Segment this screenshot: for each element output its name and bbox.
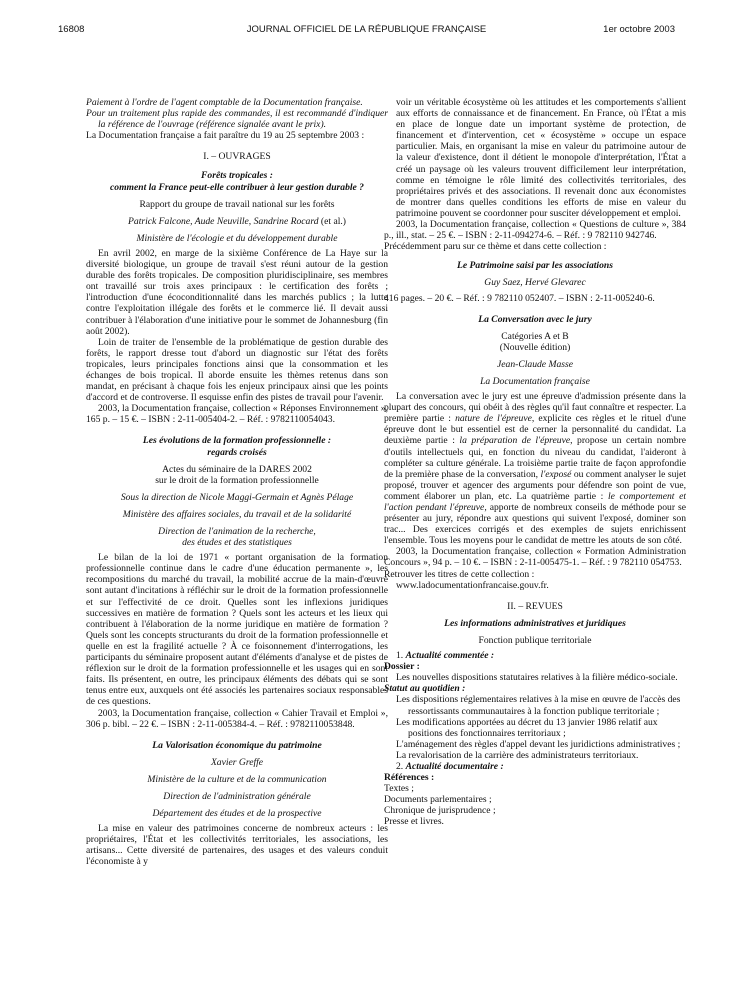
- book1-authors: [86, 216, 388, 227]
- book5-paragraph: [384, 391, 686, 546]
- book5-author: Jean-Claude Masse: [497, 358, 573, 370]
- journal-title: JOURNAL OFFICIEL DE LA RÉPUBLIQUE FRANÇAISE: [246, 24, 487, 35]
- book3-ministry: Ministère de la culture et de la communication: [147, 773, 327, 785]
- book5-publisher: La Documentation française: [480, 375, 590, 387]
- left-column: [86, 97, 388, 868]
- revue-dossier-text: Les nouvelles dispositions statutaires relatives à la filière médico-sociale.: [396, 672, 678, 684]
- publication-intro: La Documentation française a fait paraître du 19 au 25 septembre 2003 :: [86, 130, 365, 142]
- book3-paragraph-start: La mise en valeur des patrimoines concerne de nombreux acteurs : les propriétaires, l'État et les collectivités territoriales, les associations, les artisans... Cette diversité de partenaires, des usages et des valeurs conduit l'économiste à y: [86, 823, 388, 868]
- book4-title: Le Patrimoine saisi par les associations: [457, 260, 613, 272]
- book5-text-f: l'exposé: [540, 468, 572, 480]
- revue-statut-4: La revalorisation de la carrière des administrateurs territoriaux.: [396, 749, 639, 761]
- revue-statut-3: L'aménagement des règles d'appel devant les juridictions administratives ;: [396, 738, 681, 750]
- book5-categories: Catégories A et B: [501, 330, 569, 342]
- book5-text-b: nature de l'épreuve: [455, 413, 532, 425]
- revue-item-1-number: 1.: [396, 650, 406, 662]
- revue-ref-3: Chronique de jurisprudence ;: [384, 805, 496, 817]
- book1-authors-names: Patrick Falcone, Aude Neuville, Sandrine Rocard: [128, 215, 319, 227]
- order-note: Pour un traitement plus rapide des commandes, il est recommandé d'indiquer la référence de l'ouvrage (référence signalée avant le prix).: [86, 108, 388, 131]
- book2-title: Les évolutions de la formation professionnelle :: [142, 435, 332, 447]
- revue-item-2: [384, 761, 686, 772]
- revue-ref-1: Textes ;: [384, 783, 414, 795]
- section-title-revues: II. – REVUES: [507, 600, 563, 612]
- payment-note: Paiement à l'ordre de l'agent comptable de la Documentation française.: [86, 97, 363, 108]
- book2-direction: Sous la direction de Nicole Maggi-Germain et Agnès Pélage: [120, 491, 354, 503]
- book1-rapport: Rapport du groupe de travail national sur les forêts: [139, 198, 335, 210]
- book1-title: Forêts tropicales :: [201, 170, 273, 182]
- revue-statut-label: Statut au quotidien :: [384, 683, 466, 695]
- revue-item-2-label: Actualité documentaire :: [405, 760, 504, 772]
- book3-title: La Valorisation économique du patrimoine: [152, 739, 322, 751]
- revue-statut-1: Les dispositions réglementaires relatives à la mise en œuvre de l'accès des ressortissants communautaires à la fonction publique territoriale ;: [396, 694, 681, 717]
- book5-title: La Conversation avec le jury: [478, 313, 592, 325]
- page-header: [58, 24, 675, 38]
- book1-paragraph-1: En avril 2002, en marge de la sixième Conférence de La Haye sur la diversité biologique, un groupe de travail s'est réuni autour de la gestion durable des forêts tropicales. De composition pluridisciplinaire, ses membres ont travaillé sur trois axes principaux : le certification des forêts ; l'introduction d'une écoconditionnalité dans les marchés publics ; la lutte contre l'exploitation illégale des forêts et le commerce lié. Il devait aussi contribuer à l'élaboration d'une initiative pour le sommet de Johannesburg (fin août 2002).: [86, 247, 388, 337]
- previously-published: Précédemment paru sur ce thème et dans cette collection :: [384, 241, 607, 253]
- book3-reference: 2003, la Documentation française, collection « Questions de culture », 384 p., ill., stat. – 25 €. – ISBN : 2-11-094274-6. – Réf. : 9 782110 942746.: [384, 219, 686, 242]
- page-number: 16808: [58, 24, 85, 35]
- book5-reference: 2003, la Documentation française, collection « Formation Administration Concours », 94 p. – 10 €. – ISBN : 2-11-005475-1. – Réf. : 9 782110 054753.: [384, 546, 686, 569]
- book4-reference: 416 pages. – 20 €. – Réf. : 9 782110 052407. – ISBN : 2-11-005240-6.: [384, 292, 655, 304]
- book5-text-h: le comportement et l'action pendant l'épreuve: [384, 490, 686, 513]
- book5-url[interactable]: www.ladocumentationfrancaise.gouv.fr.: [396, 579, 549, 591]
- book1-subtitle: comment la France peut-elle contribuer à leur gestion durable ?: [110, 181, 364, 193]
- book1-paragraph-2: Loin de traiter de l'ensemble de la problématique de gestion durable des forêts, le rapport dresse tout d'abord un diagnostic sur l'état des forêts tropicales, leurs principales fonctions ainsi que la consommation et les échanges de bois tropical. Il aborde ensuite les thèmes retenus dans son mandat, en précisant à chaque fois les enjeux principaux ainsi que les points d'accord et de controverse. Il esquisse enfin des pistes de travail pour l'avenir.: [86, 336, 388, 404]
- book1-ministry: Ministère de l'écologie et du développement durable: [136, 232, 338, 244]
- book2-direction-line2: des études et des statistiques: [182, 537, 292, 549]
- issue-date: 1er octobre 2003: [603, 24, 675, 35]
- revue-dossier-label: Dossier :: [384, 661, 420, 673]
- book5-text-e: , propose un certain nombre d'outils intellectuels qui, en fonction du niveau du candidat, l'aideront à compléter sa culture générale. La troisième partie traite de façon approfondie de la première phase de la conversation,: [384, 435, 686, 480]
- book4-authors: Guy Saez, Hervé Glevarec: [484, 277, 586, 289]
- revue-fonction: Fonction publique territoriale: [478, 634, 592, 646]
- book5-text-a: La conversation avec le jury est une épreuve d'admission présente dans la plupart des concours, qui obéit à des règles qu'il faut connaître et respecter. La première partie :: [384, 391, 686, 425]
- right-column: [384, 97, 686, 828]
- book3-direction: Direction de l'administration générale: [163, 790, 311, 802]
- book5-text-i: , apporte de nombreux conseils de méthode pour se présenter au jury, répondre aux questions qui suivent l'exposé, dominer son trac... Des exercices corrigés et des exemples de sujets enrichissent l'ensemble. Tous les moyens pour le candidat de mettre les atouts de son côté.: [384, 502, 686, 547]
- book1-reference: 2003, la Documentation française, collection « Réponses Environnement », 165 p. – 15 €. – ISBN : 2-11-005404-2. – Réf. : 9782110054043.: [86, 403, 388, 426]
- book5-text-d: la préparation de l'épreuve: [459, 435, 571, 447]
- book2-actes-line2: sur le droit de la formation professionnelle: [155, 474, 319, 486]
- section-title-ouvrages: I. – OUVRAGES: [203, 151, 271, 163]
- book3-department: Département des études et de la prospective: [152, 808, 322, 820]
- book3-paragraph-continued: voir un véritable écosystème où les attitudes et les comportements s'allient aux efforts de connaissance et de financement. En France, où l'État a mis en place de longue date un important système de protection, de financement et d'intervention, cet « écosystème » occupe un espace particulier. Mais, en organisant la mise en valeur du patrimoine autour de la valeur d'existence, dont il détient le monopole d'interprétation, l'État a créé un paysage où les valeurs trouvent difficilement leur interprétation, comme en témoigne le rôle limité des collectivités territoriales, des propriétaires privés et des associations. Il revenait donc aux économistes de montrer dans quelles conditions les efforts de mise en valeur du patrimoine pouvent se coordonner pour susciter développement et emploi.: [396, 97, 686, 219]
- revue-ref-2: Documents parlementaires ;: [384, 794, 492, 806]
- book2-ministry: Ministère des affaires sociales, du travail et de la solidarité: [122, 508, 352, 520]
- book2-reference: 2003, la Documentation française, collection « Cahier Travail et Emploi », 306 p. bibl. – 22 €. – ISBN : 2-11-005384-4. – Réf. : 9782110053848.: [86, 707, 388, 730]
- revue-item-1: [384, 650, 686, 661]
- revue-ref-4: Presse et livres.: [384, 816, 444, 828]
- book3-author: Xavier Greffe: [210, 756, 264, 768]
- book2-paragraph: Le bilan de la loi de 1971 « portant organisation de la formation professionnelle continue dans le cadre d'une éducation permanente », les recompositions du marché du travail, la mobilité accrue de la main-d'œuvre sont autant d'incitations à réfléchir sur le droit de la formation professionnelle et sur l'effectivité de ce droit. Quelles sont les inflexions juridiques successives en matière de formation ? Quels sont les acteurs et les lieux qui contribuent à l'élaboration de la norme juridique en matière de formation ? Quels sont les concepts structurants du droit de la formation professionnelle et quelle en est la fragilité actuelle ? À ce foisonnement d'interrogations, les participants du séminaire proposent autant d'éléments d'analyse et de pistes de réflexion sur le droit de la formation professionnelle et les usages qui en sont faits. Ils présentent, en outre, les principaux éléments des débats qui se sont tenus entre eux, auxquels ont été associés les partenaires sociaux responsables de ces questions.: [86, 552, 388, 708]
- book2-direction-line1: Direction de l'animation de la recherche,: [158, 526, 316, 537]
- book5-retrouver: Retrouver les titres de cette collection :: [384, 568, 535, 580]
- revue-statut-2: Les modifications apportées au décret du 13 janvier 1986 relatif aux positions des fonctionnaires territoriaux ;: [396, 716, 658, 739]
- book5-text-g: ou comment analyser le sujet proposé, trouver et agencer des arguments pour défendre son point de vue, comment élaborer un plan, etc. La quatrième partie :: [384, 468, 686, 502]
- revue-item-1-label: Actualité commentée :: [405, 650, 495, 662]
- revue-references-label: Références :: [384, 772, 435, 784]
- book2-actes-line1: Actes du séminaire de la DARES 2002: [162, 463, 312, 475]
- book1-authors-suffix: (et al.): [318, 215, 346, 227]
- book2-subtitle: regards croisés: [207, 446, 267, 458]
- book5-edition: (Nouvelle édition): [499, 341, 571, 353]
- revue-item-2-number: 2.: [396, 760, 406, 772]
- book5-text-c: , explicite ces règles et le rituel d'une épreuve dont le but essentiel est de cerner la personnalité du candidat. La deuxième partie :: [384, 413, 686, 447]
- revue-subtitle: Les informations administratives et juridiques: [444, 617, 626, 629]
